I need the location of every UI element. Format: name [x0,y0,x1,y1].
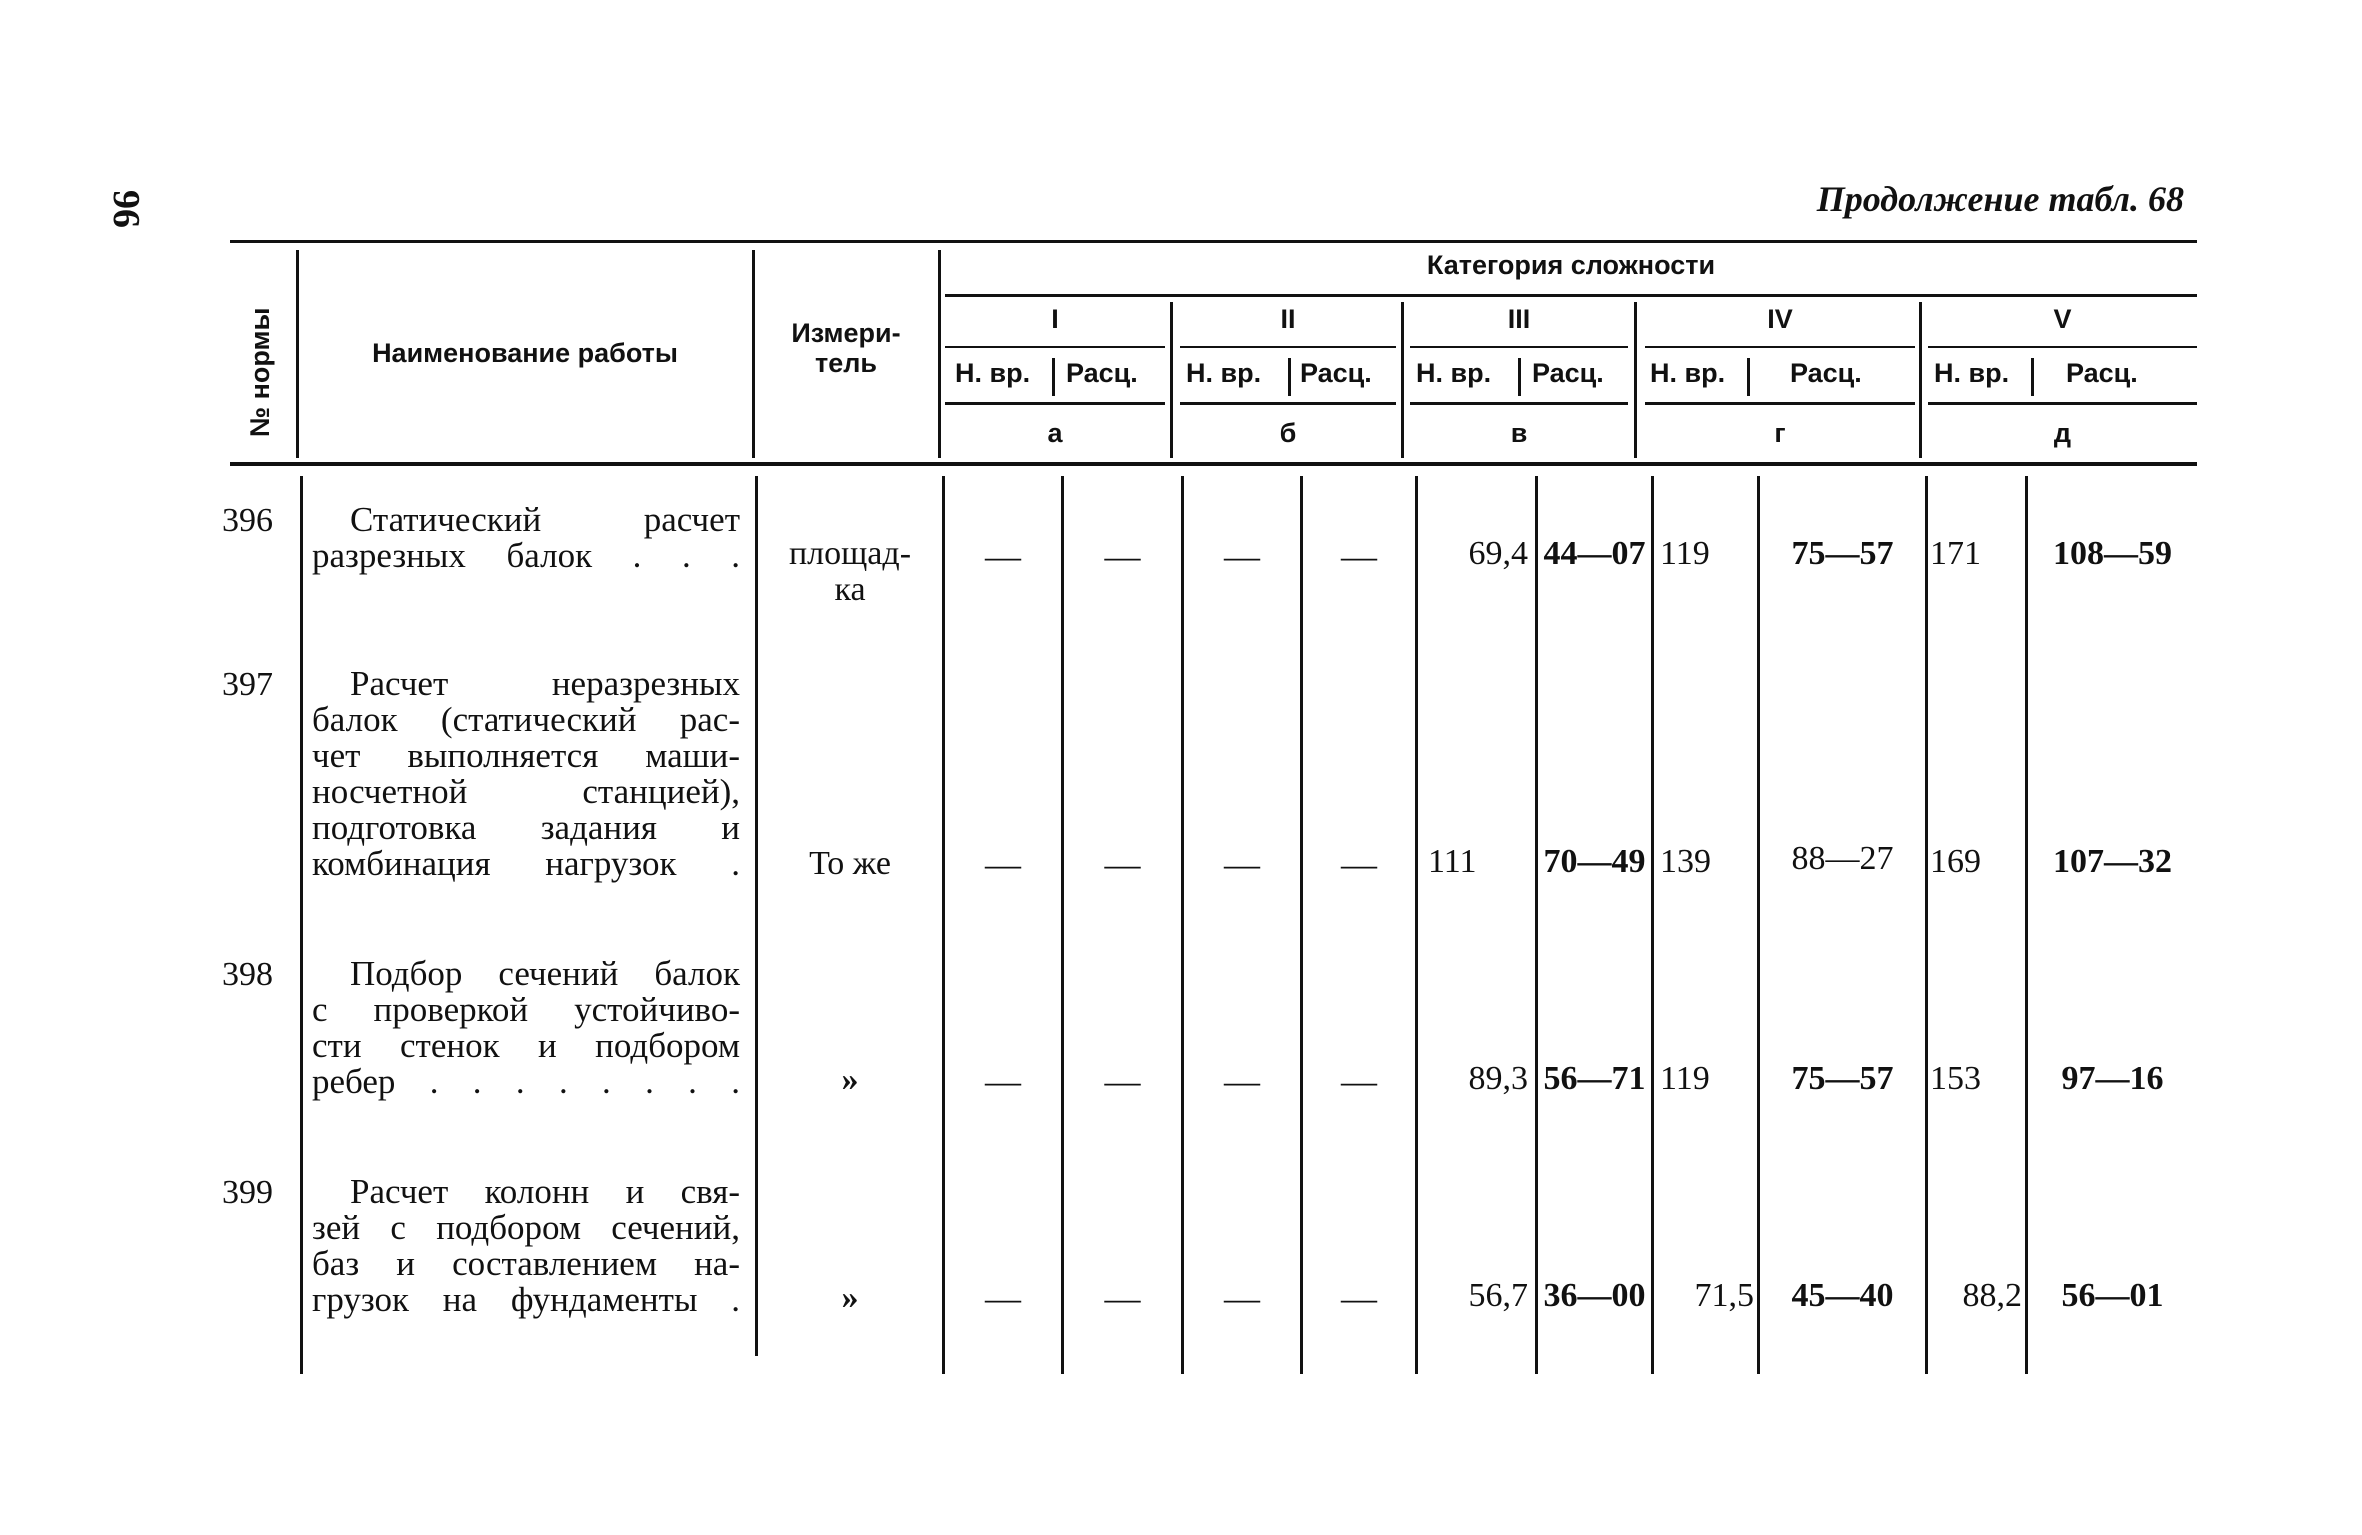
subcol-divider [2031,358,2034,396]
body-divider [942,476,945,1374]
cat2-time: — [1224,1061,1260,1101]
cat5-rate: 108—59 [2053,535,2172,572]
description-line: баз и составлением на- [312,1244,740,1283]
unit-line: » [841,1279,859,1316]
body-divider [1535,476,1538,1374]
category-divider [1919,302,1922,458]
subcol-rule [1410,402,1628,405]
row-number: 396 [222,502,273,539]
body-divider [1651,476,1654,1374]
unit-line: ка [834,571,866,608]
header-divider [752,250,755,458]
cat1-rate: — [1104,1061,1141,1101]
row-number: 397 [222,666,273,703]
body-divider [755,476,758,1356]
cat4-time: 71,5 [1694,1277,1754,1314]
description-line: Расчет колонн и свя- [350,1172,740,1211]
unit-line: » [841,1061,859,1098]
numeral-rule [945,346,1165,348]
description-line: подготовка задания и [312,808,740,847]
cat3-rate: 36—00 [1543,1277,1646,1314]
subcol-divider [1747,358,1750,396]
cat2-rate: — [1341,1061,1377,1101]
body-divider [1061,476,1064,1374]
header-letter-3: в [1510,418,1528,448]
row-number: 399 [222,1174,273,1211]
unit-line: То же [809,845,891,882]
cat5-time: 88,2 [1962,1277,2022,1314]
category-divider [1634,302,1637,458]
header-letter-2: б [1279,418,1297,448]
subcol-rule [1645,402,1915,405]
description-line: балок (статический рас- [312,700,740,739]
description-line: зей с подбором сечений, [312,1208,740,1247]
header-time-4: Н. вр. [1650,358,1726,388]
cat3-rate: 56—71 [1543,1060,1646,1097]
cat1-time: — [985,1061,1021,1101]
numeral-rule [1928,346,2197,348]
header-category-5: V [2053,304,2072,334]
cat2-rate: — [1341,536,1377,576]
cat4-rate: 75—57 [1791,1060,1894,1097]
cat1-time: — [985,844,1021,884]
cat4-rate: 75—57 [1791,535,1894,572]
cat4-rate: 88—27 [1791,840,1894,877]
work-description [312,956,740,1100]
work-description [312,502,740,574]
row-number: 398 [222,956,273,993]
unit-cell [758,536,942,608]
header-work-name: Наименование работы [372,338,678,368]
unit-cell [758,1062,942,1098]
description-line: с проверкой устойчиво- [312,990,740,1029]
cat2-time: — [1224,844,1260,884]
numeral-rule [1645,346,1915,348]
description-line: грузок на фундаменты . [312,1280,740,1319]
cat3-time: 89,3 [1468,1060,1528,1097]
body-divider [1181,476,1184,1374]
cat2-time: — [1224,1278,1260,1318]
cat4-time: 119 [1660,535,1710,572]
cat3-time: 69,4 [1468,535,1528,572]
header-complexity: Категория сложности [1426,250,1716,280]
unit-cell [758,1280,942,1316]
cat2-rate: — [1341,1278,1377,1318]
header-rate-4: Расц. [1790,358,1862,388]
cat1-rate: — [1104,844,1141,884]
header-time-2: Н. вр. [1186,358,1262,388]
cat4-time: 139 [1660,843,1711,880]
description-line: носчетной станцией), [312,772,740,811]
cat3-rate: 70—49 [1543,843,1646,880]
category-rule [945,294,2197,297]
description-line: разрезных балок . . . [312,536,740,575]
cat1-time: — [985,536,1021,576]
body-divider [2025,476,2028,1374]
cat5-rate: 107—32 [2053,843,2172,880]
header-category-4: IV [1767,304,1793,334]
body-divider [1300,476,1303,1374]
header-category-3: III [1507,304,1531,334]
cat4-time: 119 [1660,1060,1710,1097]
header-divider [296,250,299,458]
cat2-rate: — [1341,844,1377,884]
header-top-rule [230,240,2197,243]
cat5-time: 153 [1930,1060,1981,1097]
description-line: Расчет неразрезных [350,664,740,703]
header-rate-3: Расц. [1532,358,1604,388]
cat1-rate: — [1104,536,1141,576]
body-divider [300,476,303,1374]
body-divider [1925,476,1928,1374]
page-number: 96 [105,190,147,228]
cat5-rate: 56—01 [2061,1277,2164,1314]
header-time-5: Н. вр. [1934,358,2010,388]
subcol-rule [945,402,1165,405]
header-time-1: Н. вр. [955,358,1031,388]
body-divider [1415,476,1418,1374]
description-line: Подбор сечений балок [350,954,740,993]
cat5-time: 171 [1930,535,1981,572]
subcol-divider [1518,358,1521,396]
header-unit: Измери- тель [791,318,901,378]
cat3-rate: 44—07 [1543,535,1646,572]
subcol-divider [1288,358,1291,396]
numeral-rule [1180,346,1396,348]
cat3-time: 111 [1428,843,1477,880]
continuation-caption: Продолжение табл. 68 [1816,179,2184,219]
work-description [312,1174,740,1318]
header-letter-1: а [1047,418,1063,448]
header-norm-no: № нормы [245,307,275,437]
cat1-time: — [985,1278,1021,1318]
header-rate-1: Расц. [1066,358,1138,388]
header-rate-5: Расц. [2066,358,2138,388]
cat4-rate: 45—40 [1791,1277,1894,1314]
description-line: комбинация нагрузок . [312,844,740,883]
header-bottom-rule [230,462,2197,466]
category-divider [1401,302,1404,458]
header-category-1: I [1051,304,1059,334]
header-rate-2: Расц. [1300,358,1372,388]
category-divider [1170,302,1173,458]
header-letter-5: д [2053,418,2072,448]
description-line: чет выполняется маши- [312,736,740,775]
numeral-rule [1410,346,1628,348]
header-divider [938,250,941,458]
header-letter-4: г [1774,418,1786,448]
subcol-rule [1180,402,1396,405]
cat3-time: 56,7 [1468,1277,1528,1314]
unit-cell [758,846,942,882]
cat5-rate: 97—16 [2061,1060,2164,1097]
subcol-rule [1928,402,2197,405]
description-line: ребер . . . . . . . . [312,1062,740,1101]
unit-line: площад- [788,535,912,572]
cat1-rate: — [1104,1278,1141,1318]
cat2-time: — [1224,536,1260,576]
description-line: Статический расчет [350,500,740,539]
work-description [312,666,740,882]
cat5-time: 169 [1930,843,1981,880]
subcol-divider [1052,358,1055,396]
description-line: сти стенок и подбором [312,1026,740,1065]
body-divider [1757,476,1760,1374]
header-time-3: Н. вр. [1416,358,1492,388]
header-category-2: II [1280,304,1296,334]
